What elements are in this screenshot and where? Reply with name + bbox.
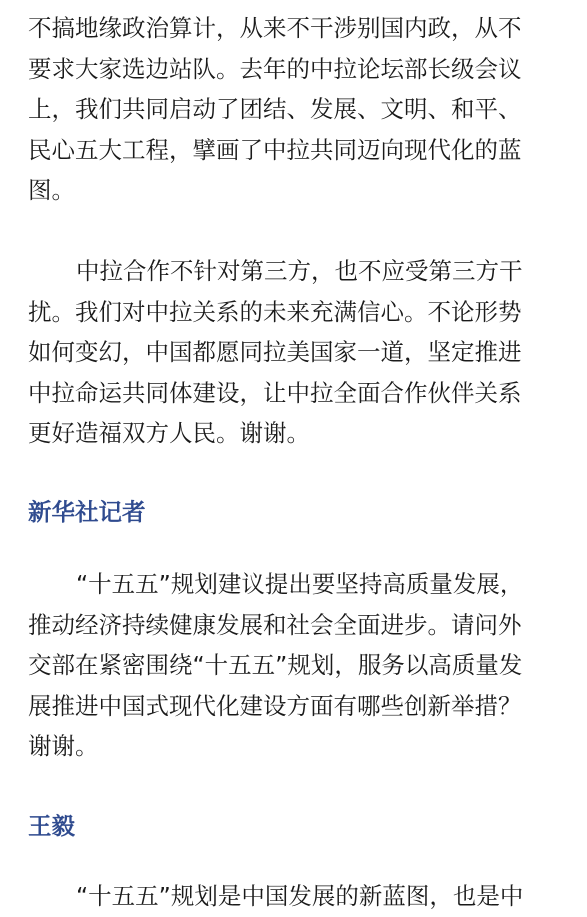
paragraph-line: 上，我们共同启动了团结、发展、文明、和平、 (28, 95, 522, 123)
speaker-heading: 新华社记者 (28, 498, 146, 526)
speaker-heading: 王毅 (28, 812, 75, 840)
paragraph-line: 民心五大工程，擘画了中拉共同迈向现代化的蓝 (28, 135, 522, 164)
paragraph-line: 如何变幻，中国都愿同拉美国家一道，坚定推进 (28, 338, 522, 366)
paragraph-line: 不搞地缘政治算计，从来不干涉别国内政，从不 (28, 14, 522, 42)
paragraph-line: 交部在紧密围绕“十五五”规划，服务以高质量发 (28, 651, 523, 679)
paragraph-line: 谢谢。 (28, 732, 99, 760)
paragraph (28, 876, 523, 917)
paragraph-line: 展推进中国式现代化建设方面有哪些创新举措？ (28, 691, 522, 720)
paragraph-line: 扰。我们对中拉关系的未来充满信心。不论形势 (28, 297, 522, 326)
paragraph-line: 中拉合作不针对第三方，也不应受第三方干 (76, 257, 523, 285)
paragraph-line: “十五五”规划建议提出要坚持高质量发展， (76, 570, 524, 598)
paragraph-line: 推动经济持续健康发展和社会全面进步。请问外 (28, 610, 522, 639)
paragraph-line: 要求大家选边站队。去年的中拉论坛部长级会议 (28, 54, 522, 83)
paragraph (28, 8, 522, 211)
paragraph-line: 更好造福双方人民。谢谢。 (28, 419, 310, 447)
paragraph (28, 251, 523, 454)
paragraph-line: “十五五”规划是中国发展的新蓝图，也是中 (76, 882, 524, 910)
paragraph (28, 564, 523, 767)
paragraph-line: 图。 (28, 176, 75, 204)
paragraph-line: 中拉命运共同体建设，让中拉全面合作伙伴关系 (28, 378, 522, 407)
